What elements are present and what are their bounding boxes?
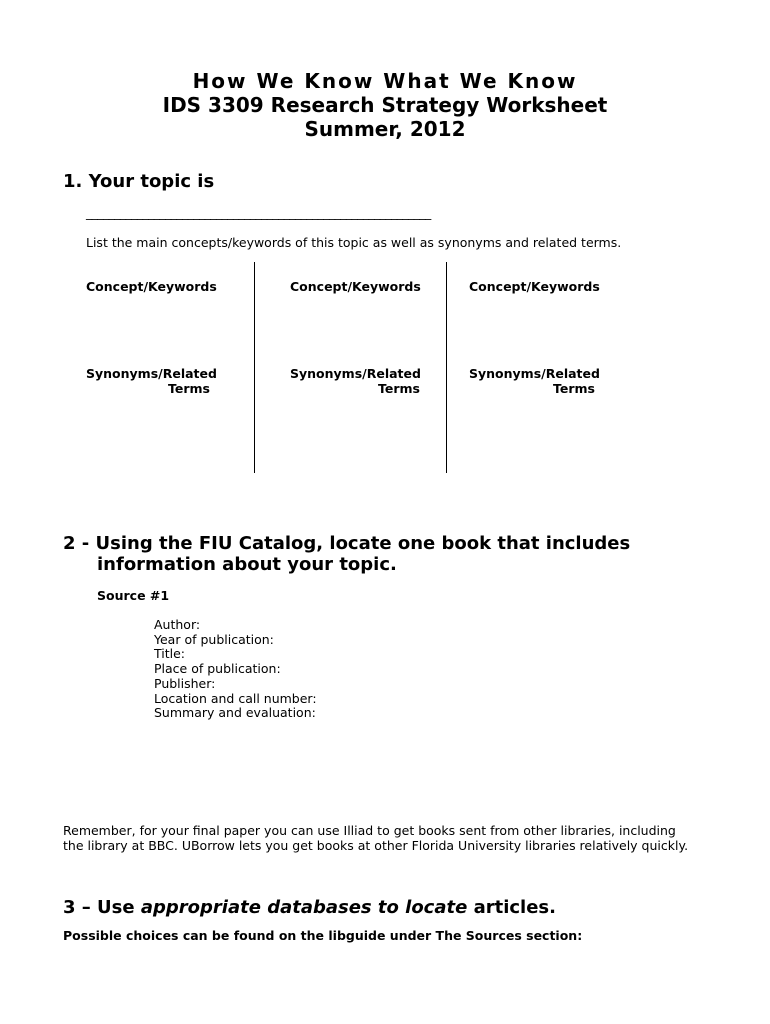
field-author: Author:: [154, 617, 201, 632]
worksheet-title: [0, 69, 770, 141]
column-divider-1: [254, 262, 255, 473]
column-2-concept-header: Concept/Keywords: [290, 279, 421, 294]
section-2-heading-line-2: information about your topic.: [97, 554, 397, 575]
column-3-syn-line-1: Synonyms/Related: [469, 366, 600, 381]
reminder-line-1: Remember, for your final paper you can use Illiad to get books sent from other libraries, including: [63, 823, 676, 838]
source-fields: [154, 618, 317, 721]
column-3-concept-header: Concept/Keywords: [469, 279, 600, 294]
column-2-synonyms-header: [290, 366, 422, 396]
column-1-syn-line-1: Synonyms/Related: [86, 366, 217, 381]
column-3-synonyms-header: [469, 366, 601, 396]
title-line-1: How We Know What We Know: [192, 69, 578, 93]
title-line-3: Summer, 2012: [304, 117, 466, 141]
reminder-line-2: the library at BBC. UBorrow lets you get books at other Florida University libraries relatively quickly.: [63, 838, 689, 853]
section-1-instruction: List the main concepts/keywords of this topic as well as synonyms and related terms.: [86, 235, 622, 250]
title-line-2: IDS 3309 Research Strategy Worksheet: [162, 93, 608, 117]
column-1-concept-header: Concept/Keywords: [86, 279, 217, 294]
field-location: Location and call number:: [154, 690, 317, 706]
field-publisher: Publisher:: [154, 675, 216, 691]
topic-blank-line: _____________________________________________________________: [86, 205, 431, 220]
column-1-syn-line-2: Terms: [168, 381, 210, 396]
field-title: Title:: [154, 646, 185, 662]
field-place: Place of publication:: [154, 661, 281, 677]
section-2-heading-line-1: 2 - Using the FIU Catalog, locate one book that includes: [63, 533, 631, 554]
section-3-heading-italic: appropriate databases to locate: [140, 897, 468, 918]
reminder-paragraph: [63, 823, 688, 853]
column-1-synonyms-header: [86, 366, 218, 396]
column-2-syn-line-1: Synonyms/Related: [290, 366, 421, 381]
column-3-syn-line-2: Terms: [553, 381, 595, 396]
section-3-heading-suffix: articles.: [467, 897, 556, 918]
source-1-label: Source #1: [97, 588, 170, 603]
field-summary: Summary and evaluation:: [154, 705, 316, 721]
section-1-heading: 1. Your topic is: [63, 171, 215, 192]
section-3-heading: [63, 897, 556, 918]
field-year: Year of publication:: [154, 631, 274, 647]
column-2-syn-line-2: Terms: [378, 381, 420, 396]
column-divider-2: [446, 262, 447, 473]
section-3-heading-prefix: 3 – Use: [63, 897, 141, 918]
section-3-subheading: Possible choices can be found on the libguide under The Sources section:: [63, 928, 583, 943]
